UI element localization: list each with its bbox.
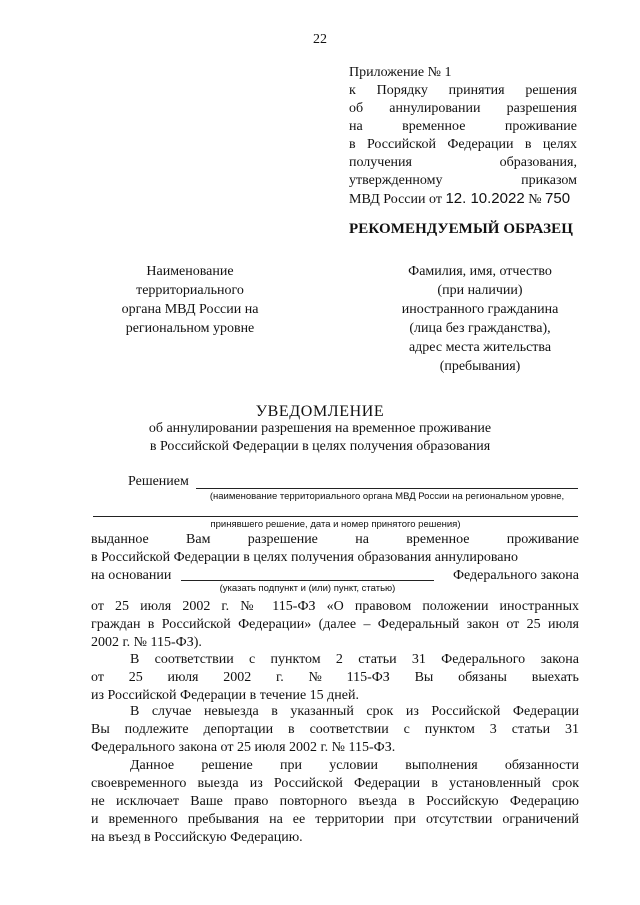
basis-hint: (указать подпункт и (или) пункт, статью) (219, 583, 396, 594)
order-number: 750 (545, 190, 571, 207)
decision-label: Решением (128, 474, 189, 489)
page-number: 22 (313, 32, 327, 47)
para2-line: В соответствии с пунктом 2 статьи 31 Федерального закона (130, 652, 579, 667)
notice-heading: УВЕДОМЛЕНИЕ (255, 403, 385, 420)
order-date: 12. 10.2022 (445, 190, 525, 207)
notice-subtitle: об аннулировании разрешения на временное проживание (148, 421, 492, 436)
para3-line: Вы подлежите депортации в соответствии с пунктом 3 статьи 31 (91, 722, 579, 737)
para2-line: из Российской Федерации в течение 15 дней. (91, 688, 360, 703)
para4-line: не исключает Ваше право повторного въезда в Российскую Федерацию (91, 794, 579, 809)
para1-line: 2002 г. № 115-ФЗ). (91, 635, 202, 650)
basis-line: на основании (91, 568, 172, 583)
appendix-block (349, 64, 577, 209)
notice-subtitle: в Российской Федерации в целях получения образования (149, 439, 491, 454)
para4-line: Данное решение при условии выполнения обязанности (130, 758, 579, 773)
decision-hint-2: принявшего решение, дата и номер принятого решения) (210, 519, 461, 530)
para1-line: от 25 июля 2002 г. № 115-ФЗ «О правовом положении иностранных (91, 599, 579, 614)
decision-hint: (наименование территориального органа МВД России на региональном уровне, (209, 491, 565, 502)
para1-line: в Российской Федерации в целях получения образования аннулировано (91, 550, 518, 565)
para4-line: и временного пребывания на ее территории при отсутствии ограничений (91, 812, 579, 827)
para2-line: от 25 июля 2002 г. № 115-ФЗ Вы обязаны выехать (91, 670, 579, 685)
basis-blank-line[interactable] (181, 580, 434, 581)
appendix-title: Приложение № 1 (349, 65, 452, 80)
sample-label: РЕКОМЕНДУЕМЫЙ ОБРАЗЕЦ (349, 221, 573, 237)
recipient-placeholder: Фамилия, имя, отчество (при наличии) иностранного гражданина (лица без гражданства), адрес места жительства (пребывания) (401, 264, 559, 374)
decision-blank-line-2[interactable] (93, 516, 578, 517)
para3-line: В случае невыезда в указанный срок из Российской Федерации (130, 704, 579, 719)
basis-suffix: Федерального закона (452, 568, 579, 583)
authority-placeholder: Наименование территориального органа МВД России на региональном уровне (121, 264, 259, 336)
decision-blank-line[interactable] (196, 488, 578, 489)
appendix-line: на временное проживание (349, 119, 577, 134)
para1-line: граждан в Российской Федерации» (далее – Федеральный закон от 25 июля (91, 617, 579, 632)
appendix-line: утвержденному приказом (349, 173, 577, 188)
para4-line: своевременного выезда из Российской Федерации в установленный срок (91, 776, 579, 791)
para1-line: выданное Вам разрешение на временное проживание (91, 532, 579, 547)
appendix-line: в Российской Федерации в целях (349, 137, 577, 152)
para3-line: Федерального закона от 25 июля 2002 г. № 115-ФЗ. (91, 740, 396, 755)
appendix-order-line: МВД России от 12. 10.2022 № 750 (349, 190, 571, 207)
appendix-line: получения образования, (349, 155, 577, 170)
appendix-line: к Порядку принятия решения (349, 83, 577, 98)
appendix-line: об аннулировании разрешения (349, 101, 577, 116)
para4-line: на въезд в Российскую Федерацию. (91, 830, 303, 845)
